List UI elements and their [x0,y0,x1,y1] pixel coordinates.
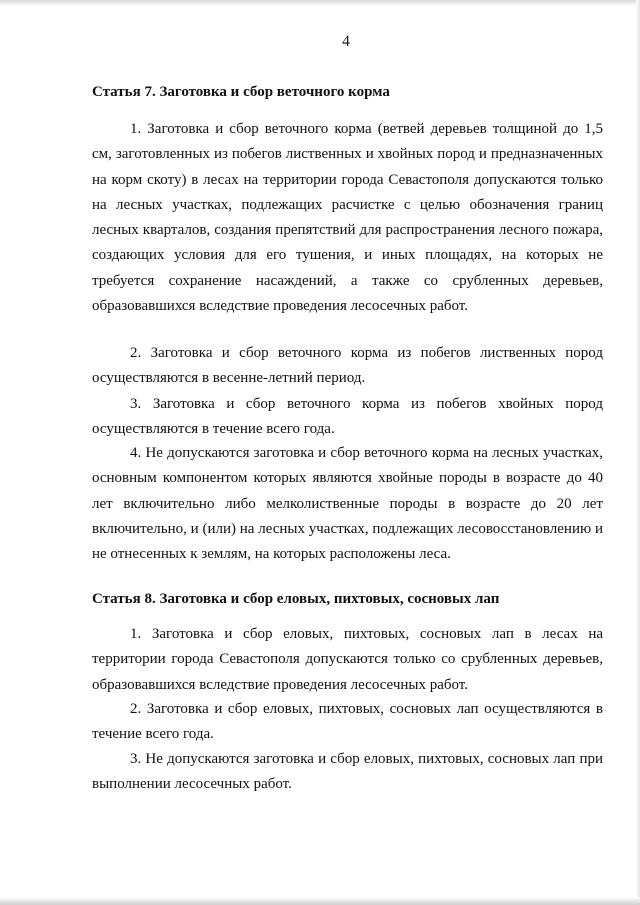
scan-edge-right [636,0,640,905]
article-7-paragraph-2: 2. Заготовка и сбор веточного корма из побегов лиственных пород осуществляются в весенне-летний период. [92,345,603,387]
article-8-heading: Статья 8. Заготовка и сбор еловых, пихтовых, сосновых лап [92,591,500,607]
page-number: 4 [342,33,350,50]
article-7-heading: Статья 7. Заготовка и сбор веточного корма [92,84,390,100]
scan-edge-top [0,0,640,6]
article-8-paragraph-2: 2. Заготовка и сбор еловых, пихтовых, сосновых лап осуществляются в течение всего года. [92,701,603,743]
article-7-paragraph-1: 1. Заготовка и сбор веточного корма (ветвей деревьев толщиной до 1,5 см, заготовленных из побегов лиственных и хвойных пород и предназначенных на корм скоту) в лесах на территории города Севастополя допускаются только на лесных участках, подлежащих расчистке с целью обозначения границ лесных кварталов, создания препятствий для распространения лесного пожара, создающих условия для его тушения, и иных площадях, на которых не требуется сохранение насаждений, а также со срубленных деревьев, образовавшихся вследствие проведения лесосечных работ. [92,121,603,315]
scan-edge-bottom [0,897,640,905]
article-7-paragraph-4: 4. Не допускаются заготовка и сбор веточного корма на лесных участках, основным компонентом которых являются хвойные породы в возрасте до 40 лет включительно либо мелколиственные породы в возрасте до 20 лет включительно, и (или) на лесных участках, подлежащих лесовосстановлению и не отнесенных к землям, на которых расположены леса. [92,445,603,563]
article-8-paragraph-1: 1. Заготовка и сбор еловых, пихтовых, сосновых лап в лесах на территории города Севастополя допускаются только со срубленных деревьев, образовавшихся вследствие проведения лесосечных работ. [92,626,603,693]
article-8-paragraph-3: 3. Не допускаются заготовка и сбор еловых, пихтовых, сосновых лап при выполнении лесосечных работ. [92,751,603,793]
article-7-paragraph-3: 3. Заготовка и сбор веточного корма из побегов хвойных пород осуществляются в течение всего года. [92,396,603,438]
